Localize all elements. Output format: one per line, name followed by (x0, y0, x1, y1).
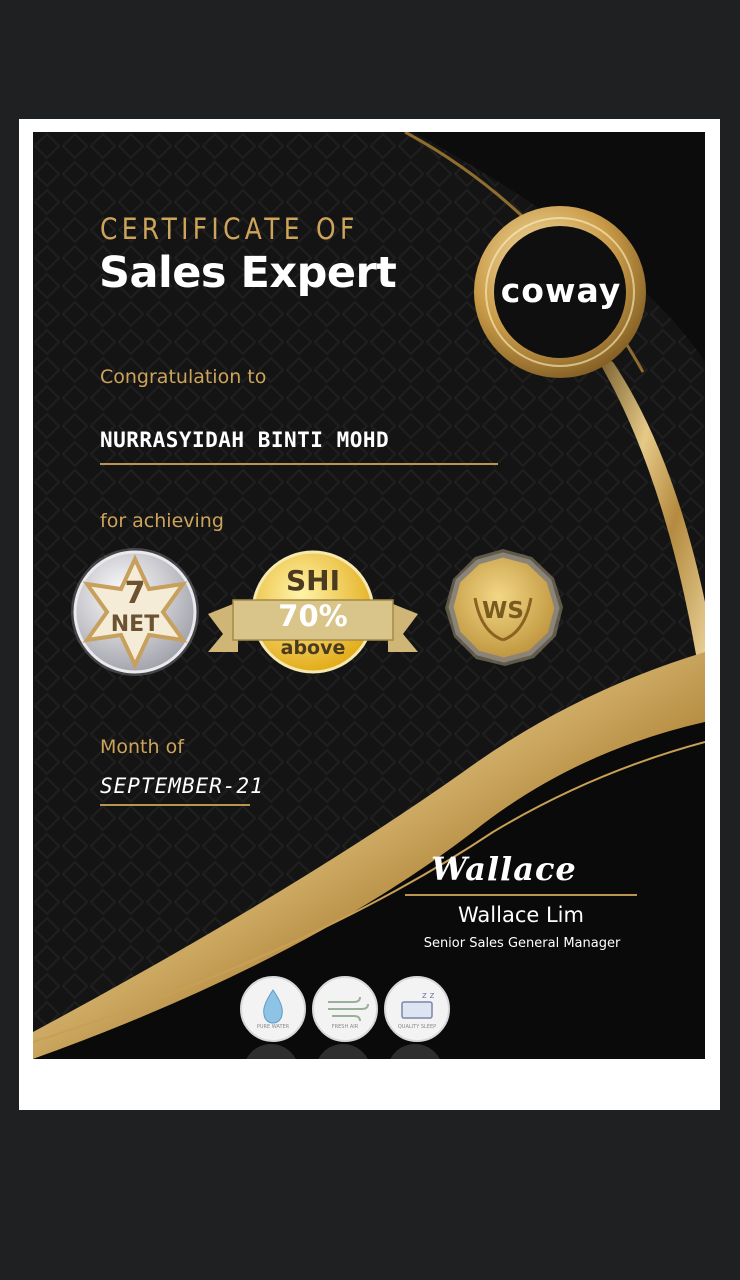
fresh-air-badge (312, 976, 378, 1042)
recipient-underline (100, 463, 498, 465)
recipient-name: NURRASYIDAH BINTI MOHD (100, 428, 390, 452)
signer-role: Senior Sales General Manager (423, 936, 621, 951)
congratulation-label: Congratulation to (100, 366, 267, 388)
pure-water-label: PURE WATER (256, 1024, 290, 1030)
badge-3-label: WS (482, 598, 524, 624)
fresh-air-label: FRESH AIR (331, 1024, 359, 1030)
month-value: SEPTEMBER-21 (100, 774, 264, 798)
signer-name: Wallace Lim (458, 903, 584, 927)
badge-1-label: NET (110, 612, 160, 637)
brand-logo: coway (500, 271, 622, 310)
certificate-title: Sales Expert (99, 248, 397, 298)
pure-water-badge (240, 976, 306, 1042)
signature-line (405, 894, 637, 896)
quality-sleep-label: QUALITY SLEEP (397, 1024, 437, 1030)
badge-2-title: SHI (285, 564, 341, 597)
water-drop-icon (242, 978, 304, 1040)
month-label: Month of (100, 736, 184, 758)
achieving-label: for achieving (100, 510, 224, 532)
month-underline (100, 804, 250, 806)
badge-2-above: above (280, 637, 346, 659)
signature: Wallace (431, 850, 577, 888)
air-wind-icon (314, 978, 376, 1040)
sleep-bed-icon (386, 978, 448, 1040)
svg-text:z z: z z (422, 991, 435, 1001)
quality-sleep-badge (384, 976, 450, 1042)
badge-2-percent: 70% (278, 599, 348, 633)
badge-1-number: 7 (124, 576, 146, 611)
certificate-image[interactable] (33, 132, 705, 1059)
certificate-heading: CERTIFICATE OF (100, 212, 359, 246)
